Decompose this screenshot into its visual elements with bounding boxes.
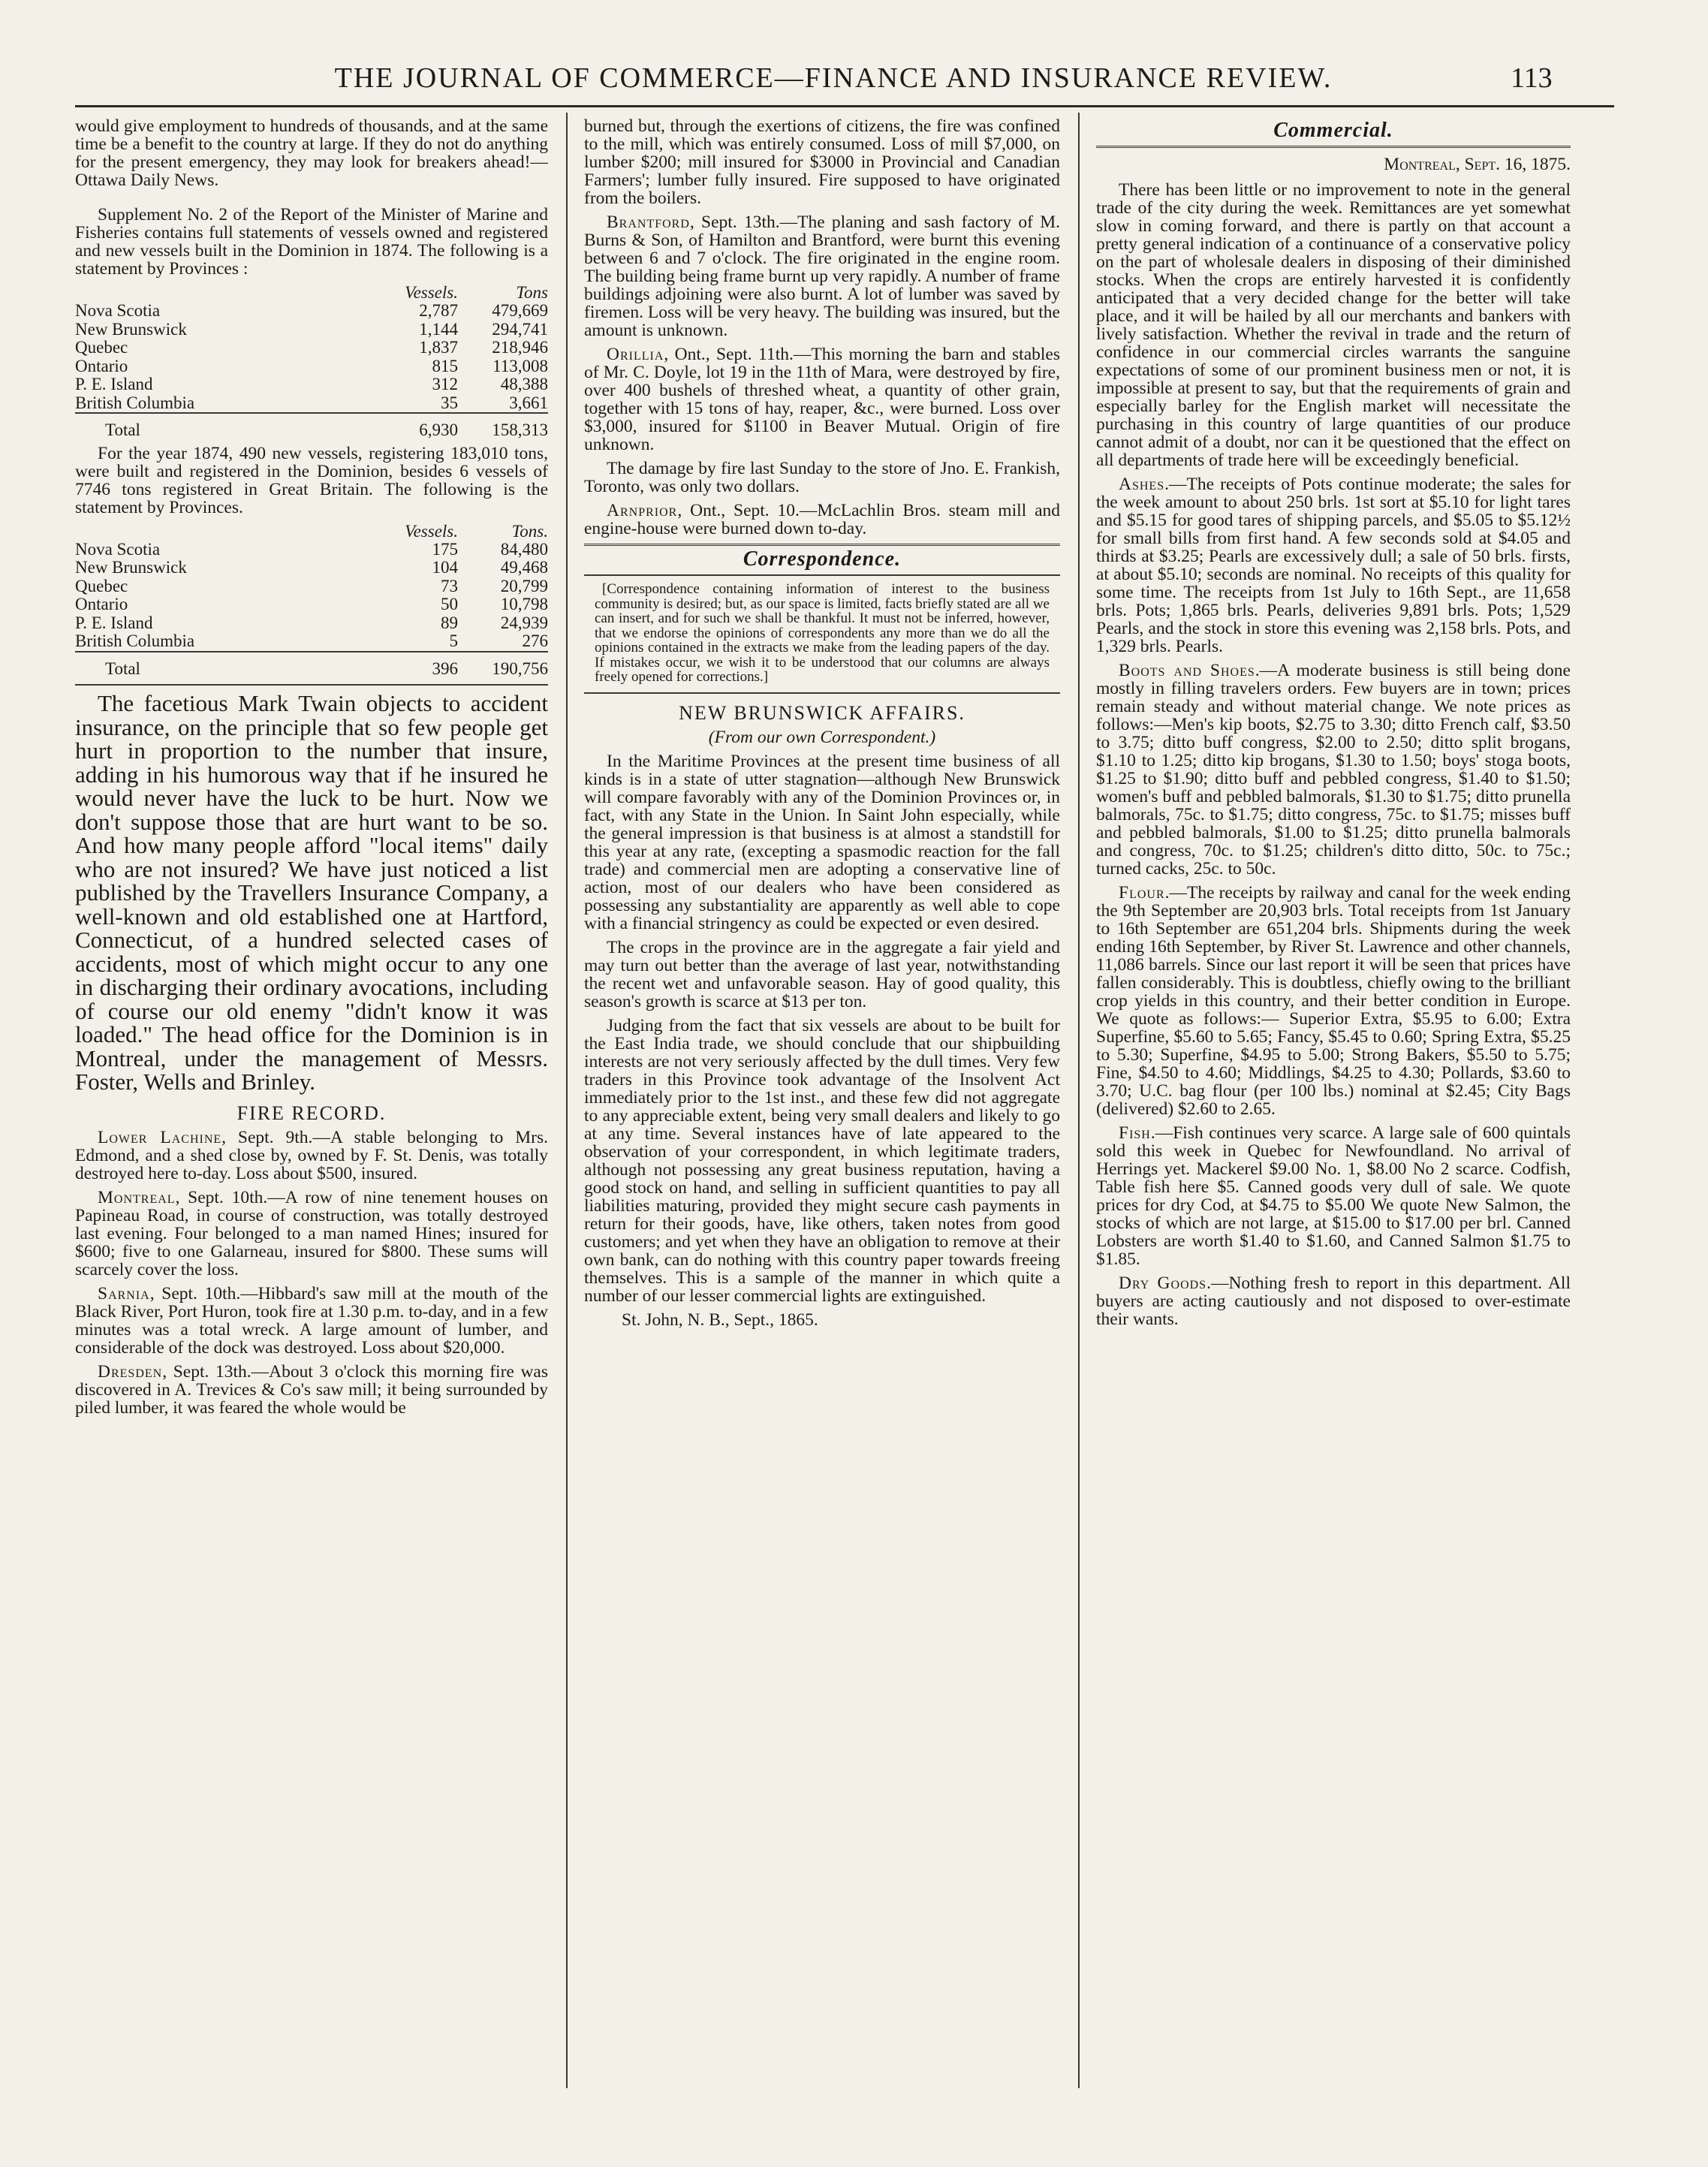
section-rule [584, 692, 1060, 694]
vessels-table-new [75, 523, 548, 679]
table-row: New Brunswick 1,144 294,741 [75, 319, 548, 339]
fire-item: Lower Lachine, Sept. 9th.—A stable belonging to Mrs. Edmond, and a shed close by, owned by F. St. Denis, was totally destroyed here to-day. Loss about $500, insured. [75, 1127, 548, 1183]
column-divider [566, 113, 568, 2088]
column-header: Tons [516, 283, 548, 302]
fire-item: Dresden, Sept. 13th.—About 3 o'clock this morning fire was discovered in A. Trevices & Co's saw mill; it being surrounded by piled lumber, it was feared the whole would be [75, 1361, 548, 1418]
fire-item: Sarnia, Sept. 10th.—Hibbard's saw mill at the mouth of the Black River, Port Huron, took fire at 1.30 p.m. to-day, and in a few minutes was a total wreck. A large amount of lumber, and considerable of the dock was destroyed. Loss about $20,000. [75, 1283, 548, 1358]
signature-line: St. John, N. B., Sept., 1865. [622, 1310, 818, 1330]
table-row: Nova Scotia 2,787 479,669 [75, 301, 548, 320]
fire-item: Arnprior, Ont., Sept. 10.—McLachlin Bros. steam mill and engine-house were burned down to-day. [584, 501, 1060, 538]
paragraph: The facetious Mark Twain objects to accident insurance, on the principle that so few people get hurt in proportion to the number that insure, adding in his humorous way that if he insured he would never have the luck to be hurt. Now we don't suppose those that are hurt want to be so. And how many people afford "local items" daily who are not insured? We have just noticed a list published by the Travellers Insurance Company, a well-known and old established one at Hartford, Connecticut, of a hundred selected cases of accidents, most of which might occur to any one in discharging their ordinary avocations, including of course our old enemy "didn't know it was loaded." The head office for the Dominion is in Montreal, under the management of Messrs. Foster, Wells and Brinley. [75, 690, 548, 1095]
running-title: THE JOURNAL OF COMMERCE—FINANCE AND INSURANCE REVIEW. [334, 62, 1333, 94]
twain-article [75, 692, 548, 1094]
market-item: Dry Goods.—Nothing fresh to report in this department. All buyers are acting cautiously and not disposed to over-estimate their wants. [1096, 1273, 1571, 1329]
paragraph: would give employment to hundreds of thousands, and at the same time be a benefit to the country at large. If they do not do anything for the present emergency, they may look for breakers ahead!—Ottawa Daily News. [75, 117, 548, 190]
column-header: Tons. [511, 521, 548, 541]
column-header: Vessels. [405, 283, 458, 302]
dateline: Montreal, Sept. 16, 1875. [1384, 155, 1571, 174]
table-row: New Brunswick 104 49,468 [75, 558, 548, 577]
section-rule [584, 574, 1060, 576]
paragraph: For the year 1874, 490 new vessels, registering 183,010 tons, were built and registered in the Dominion, besides 6 vessels of 7746 tons registered in Great Britain. The following is the statement by Provinces. [75, 443, 548, 517]
table-row: British Columbia 35 3,661 [75, 393, 548, 412]
paragraph: Judging from the fact that six vessels are about to be built for the East India trade, we should conclude that our shipbuilding interests are not very seriously affected by the dull times. Very few traders in this Province took advantage of the Insolvent Act immediately prior to the 1st inst., and these few did not aggregate to any appreciable extent, being very small dealers and likely to go at any time. Several instances have of late appeared to the observation of your correspondent, in which legitimate traders, although not possessing any great business reputation, having a good stock on hand, and selling in sufficient quantities to pay all liabilities maturing, provided they might secure cash payments in return for their goods, have, like others, taken notes from good customers; and yet when they have an obligation to remove at their own bank, can do nothing with this country paper towards freeing themselves. This is a sample of the manner in which quite a number of our lesser commercial lights are extinguished. [584, 1015, 1060, 1306]
table-row: Nova Scotia 175 84,480 [75, 539, 548, 559]
fire-record-heading: FIRE RECORD. [236, 1102, 387, 1124]
table-row: Ontario 50 10,798 [75, 595, 548, 613]
correspondence-note: [Correspondence containing information of interest to the business community is desired; but, as our space is limited, facts briefly stated are all we can insert, and for such we shall be thankful. It must not be inferred, however, that we endorse the opinions of correspondents any more than we do all the opinions contained in the extracts we make from the leading papers of the day. If mistakes occur, we wish it to be understood that our columns are always freely opened for corrections.] [595, 581, 1050, 685]
column-divider [1078, 113, 1080, 2088]
commercial-heading: Commercial. [1273, 119, 1393, 142]
table-total-row: Total 6,930 158,313 [75, 413, 548, 440]
table-row: Quebec 73 20,799 [75, 576, 548, 595]
market-item: Flour.—The receipts by railway and canal for the week ending the 9th September are 20,903 brls. Total receipts from 1st January to 16th September are 651,204 brls. Shipments during the week ending 16th September, by River St. Lawrence and other channels, 11,086 barrels. Since our last report it will be seen that prices have fallen considerably. This is doubtless, chiefly owing to the brilliant crop yields in this country, and their better condition in Europe. We quote as follows:— Superior Extra, $5.95 to 6.00; Extra Superfine, $5.60 to 5.65; Fancy, $5.45 to 0.60; Spring Extra, $5.25 to 5.30; Superfine, $4.95 to 5.00; Strong Bakers, $5.50 to 5.75; Fine, $4.50 to 4.60; Middlings, $4.25 to 4.30; Pollards, $3.60 to 3.70; U.C. bag flour (per 100 lbs.) nominal at $2.45; City Bags (delivered) $2.60 to 2.65. [1096, 883, 1571, 1119]
nb-affairs-heading: NEW BRUNSWICK AFFAIRS. [679, 701, 965, 724]
market-item: Fish.—Fish continues very scarce. A large sale of 600 quintals sold this week in Quebec for Newfoundland. No arrival of Herrings yet. Mackerel $9.00 No. 1, $8.00 No 2 scarce. Codfish, Table fish here $5. Canned goods very dull of sale. We quote prices for dry Cod, at $4.75 to $5.00 We quote New Salmon, the stocks of which are not large, at $15.00 to $17.00 per brl. Canned Lobsters are worth $1.40 to $1.60, and Canned Salmon $1.75 to $1.85. [1096, 1123, 1571, 1269]
section-rule [1096, 146, 1571, 148]
table-row: Quebec 1,837 218,946 [75, 338, 548, 357]
column-middle [584, 117, 1060, 2088]
paragraph: There has been little or no improvement to note in the general trade of the city during the week. Remittances are yet somewhat slow in coming forward, and there is partly on that account a pretty general indication of a continuance of a conservative policy on the part of wholesale dealers in disposing of their diminished stocks. When the crops are entirely harvested it is confidently anticipated that a very decided change for the better will take place, and it will be hailed by all our merchants and bankers with lively satisfaction. Whether the revival in trade and the return of confidence in our commercial circles warrants the sanguine expectations of some of our prominent business men or not, it is impossible at present to say, but that the requirements of grain and especially barley for the English market will necessitate the purchasing in this country of large quantities of our produce cannot admit of a doubt, nor can it be questioned that the effect on all departments of trade here will be exceedingly beneficial. [1096, 180, 1571, 470]
page-number: 113 [1511, 62, 1553, 94]
table-row: P. E. Island 89 24,939 [75, 613, 548, 632]
table-row: P. E. Island 312 48,388 [75, 375, 548, 393]
column-right [1096, 117, 1571, 2088]
section-rule [584, 544, 1060, 546]
page-header [0, 0, 1708, 113]
paragraph: In the Maritime Provinces at the present time business of all kinds is in a state of utter stagnation—although New Brunswick will compare favorably with any of the Dominion Provinces or, in fact, with any State in the Union. In Saint John especially, while the general impression is that business is at almost a standstill for this year at any rate, (excepting a spasmodic reaction for the fall trade) and commercial men are adopting a conservative line of action, most of our dealers who have been considered as possessing any substantiality are apparently as well able to cope with a financial stringency as could be expected or even desired. [584, 751, 1060, 933]
market-item: Ashes.—The receipts of Pots continue moderate; the sales for the week amount to about 250 brls. 1st sort at $5.10 for light tares and $5.15 for good tares of shipping parcels, and $5.05 to $5.12½ for small bills from first hand. A few seconds sold at $4.05 and thirds at $3.25; Pearls are excessively dull; a sale of 50 brls. firsts, at about $5.10; seconds are nominal. No receipts of this quality for some time. The receipts from 1st July to 16th Sept., are 11,658 brls. Pots; 1,865 brls. Pearls, deliveries 9,891 brls. Pots; 1,529 Pearls, and the stock in store this evening was 2,158 brls. Pots, and 1,329 brls. Pearls. [1096, 475, 1571, 656]
correspondence-heading: Correspondence. [743, 547, 902, 571]
table-row: British Columbia 5 276 [75, 631, 548, 650]
vessels-table-registered [75, 284, 548, 440]
nb-affairs-subheading: (From our own Correspondent.) [708, 727, 936, 747]
column-header: Vessels. [405, 521, 458, 541]
fire-item: Montreal, Sept. 10th.—A row of nine tenement houses on Papineau Road, in course of construction, was totally destroyed last evening. Four belonged to a man named Hines; insured for $600; five to one Galarneau, insured for $800. These sums will scarcely cover the loss. [75, 1187, 548, 1279]
table-row: Ontario 815 113,008 [75, 356, 548, 375]
paragraph: Supplement No. 2 of the Report of the Minister of Marine and Fisheries contains full statements of vessels owned and registered and new vessels built in the Dominion in 1874. The following is a statement by Provinces : [75, 205, 548, 279]
table-total-row: Total 396 190,756 [75, 652, 548, 679]
paragraph: burned but, through the exertions of citizens, the fire was confined to the mill, which was entirely consumed. Loss of mill $7,000, on lumber $200; mill insured for $3000 in Provincial and Canadian Farmers'; lumber fully insured. Fire supposed to have originated from the boilers. [584, 117, 1060, 208]
section-rule [75, 684, 548, 686]
fire-item: Brantford, Sept. 13th.—The planing and sash factory of M. Burns & Son, of Hamilton and Brantford, were burnt this evening between 6 and 7 o'clock. The fire originated in the engine room. The building being frame burnt up very rapidly. A number of frame buildings adjoining were also burnt. A lot of lumber was saved by firemen. Loss will be very heavy. The building was insured, but the amount is unknown. [584, 212, 1060, 340]
fire-item: The damage by fire last Sunday to the store of Jno. E. Frankish, Toronto, was only two dollars. [584, 459, 1060, 496]
column-left [75, 117, 548, 2088]
fire-item: Orillia, Ont., Sept. 11th.—This morning the barn and stables of Mr. C. Doyle, lot 19 in the 11th of Mara, were destroyed by fire, over 400 bushels of threshed wheat, a quantity of other grain, together with 15 tons of hay, reaper, &c., were burned. Loss over $3,000, insured for $1100 in Beaver Mutual. Origin of fire unknown. [584, 345, 1060, 454]
paragraph: The crops in the province are in the aggregate a fair yield and may turn out better than the average of last year, notwithstanding the recent wet and unfavorable season. Hay of good quality, this season's growth is scarce at $13 per ton. [584, 937, 1060, 1011]
market-item: Boots and Shoes.—A moderate business is still being done mostly in filling travelers orders. Few buyers are in town; prices remain steady and without material change. We note prices as follows:—Men's kip boots, $2.75 to 3.30; ditto French calf, $3.50 to 3.75; ditto buff congress, $2.00 to 2.50; ditto split brogans, $1.10 to 1.25; ditto kip brogans, $1.30 to 1.50; boys' stoga boots, $1.25 to $1.90; ditto buff and pebbled congress, $1.40 to $1.50; women's buff and pebbled balmorals, $1.30 to $1.75; ditto prunella balmorals, 75c. to $1.75; ditto congress, 75c. to $1.75; misses buff and pebbled balmorals, $1.00 to $1.25; ditto prunella balmorals and congress, 70c. to $1.25; children's ditto ditto, 50c. to 75c.; turned cacks, 25c. to 50c. [1096, 661, 1571, 879]
header-rule [75, 105, 1614, 107]
